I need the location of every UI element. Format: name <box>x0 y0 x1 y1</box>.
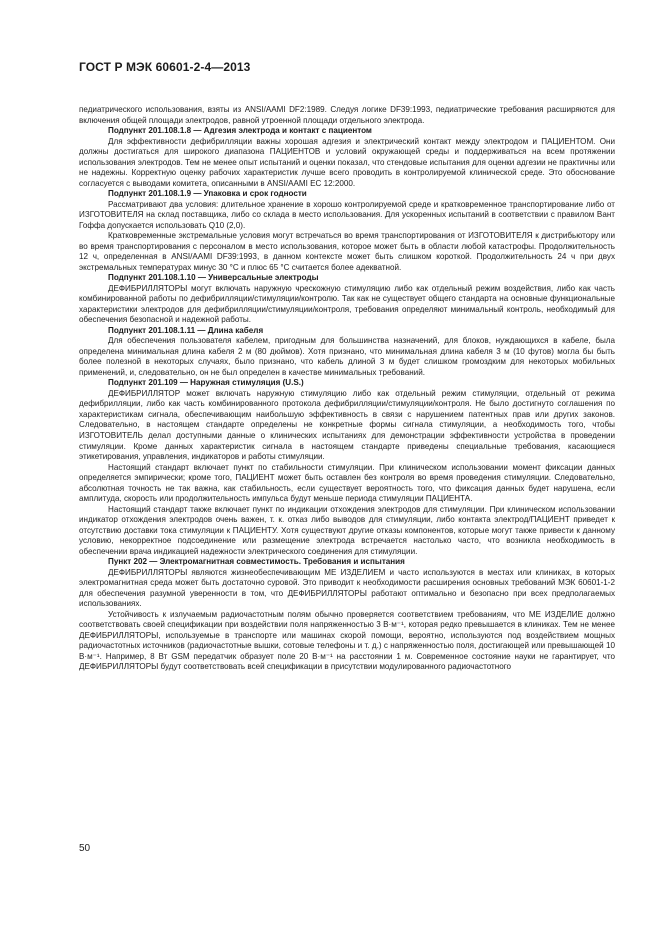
paragraph: Для эффективности дефибрилляции важны хорошая адгезия и электрический контакт между электродом и ПАЦИЕНТОМ. Они должны достигаться для широкого диапазона ПАЦИЕНТОВ и условий окружающей среды и поддерживаться на всем протяжении использования электродов. Тем не менее опыт испытаний и оценки показал, что стендовые испытания для оценки адгезии не практичны или не надежны. Корректную оценку рабочих характеристик лучше всего проводить в контролируемой клинической среде. Это обоснование согласуется с выводами комитета, описанными в ANSI/AAMI EC 12:2000. <box>79 136 615 188</box>
paragraph: ДЕФИБРИЛЛЯТОРЫ являются жизнеобеспечивающим МЕ ИЗДЕЛИЕМ и часто используются в местах или клиниках, в которых электромагнитная среда может быть достаточно суровой. Это приводит к необходимости расширения основных требований МЭК 60601-1-2 для обеспечения разумной уверенности в том, что ДЕФИБРИЛЛЯТОРЫ работают оптимально и безопасно при всех предполагаемых использованиях. <box>79 567 615 609</box>
paragraph: ДЕФИБРИЛЛЯТОР может включать наружную стимуляцию либо как отдельный режим стимуляции, отдельный от режима дефибрилляции, либо как часть комбинированного протокола дефибрилляции/стимуляции/контроля. Не было достигнуто соглашения по характеристикам сигнала, обеспечивающим наибольшую эффективность в связи с нарушением патентных прав или других законов. Следовательно, в настоящем стандарте определены не конкретные формы сигнала стимуляции, а необходимость того, чтобы ИЗГОТОВИТЕЛЬ делал доступными данные о клинических испытаниях для демонстрации эффективности устройства в проведении стимуляции. Кроме данных характеристик сигнала в настоящем стандарте приведены специальные требования, касающиеся этикетирования, управления, индикаторов и работы стимуляции. <box>79 388 615 462</box>
document-body <box>79 105 615 673</box>
paragraph: Рассматривают два условия: длительное хранение в хорошо контролируемой среде и кратковременное транспортирование либо от ИЗГОТОВИТЕЛЯ на склад поставщика, либо со склада в место использования. Для ускоренных испытаний в соответствии с правилом Вант Гоффа допускается использовать Q10 (2,0). <box>79 199 615 230</box>
paragraph: педиатрического использования, взяты из ANSI/AAMI DF2:1989. Следуя логике DF39:1993, педиатрические требования расширяются для включения общей площади электродов, равной утроенной площади отдельного электрода. <box>79 105 615 125</box>
subsection-heading: Подпункт 201.109 — Наружная стимуляция (U.S.) <box>108 378 304 388</box>
paragraph: Настоящий стандарт включает пункт по стабильности стимуляции. При клиническом использовании момент фиксации данных определяется эмпирически; кроме того, ПАЦИЕНТ может быть оставлен без контроля во время проведения стимуляции. Следовательно, абсолютная точность не так важна, как стабильность, если существует вероятность того, что фиксация данных будет нарушена, если амплитуда, скорость или продолжительность импульса будут меньше периода стимуляции ПАЦИЕНТА. <box>79 462 615 504</box>
paragraph: ДЕФИБРИЛЛЯТОРЫ могут включать наружную чрескожную стимуляцию либо как отдельный режим воздействия, либо как часть комбинированной работы по дефибрилляции/стимуляции/контролю. Так как не существует общего стандарта на основные функциональные характеристики электродов для дефибрилляции/стимуляции/контроля, требования определяют минимальный контроль, необходимый для обеспечения безопасной и надежной работы. <box>79 283 615 325</box>
paragraph: Для обеспечения пользователя кабелем, пригодным для большинства назначений, для блоков, нуждающихся в кабеле, была определена минимальная длина кабеля 2 м (80 дюймов). Хотя признано, что минимальная длина кабеля 3 м (10 футов) могла бы быть более полезной в некоторых случаях, было признано, что кабель длиной 3 м будет слишком громоздким для некоторых мобильных применений, и, следовательно, он не был определен в качестве минимальных требований. <box>79 336 615 377</box>
document-header: ГОСТ Р МЭК 60601-2-4—2013 <box>79 60 251 74</box>
subsection-heading: Подпункт 201.108.1.8 — Адгезия электрода и контакт с пациентом <box>108 126 372 136</box>
subsection-heading: Подпункт 201.108.1.9 — Упаковка и срок годности <box>108 189 307 199</box>
subsection-heading: Пункт 202 — Электромагнитная совместимость. Требования и испытания <box>108 557 405 567</box>
page-number: 50 <box>79 843 91 854</box>
subsection-heading: Подпункт 201.108.1.11 — Длина кабеля <box>108 325 264 335</box>
paragraph: Устойчивость к излучаемым радиочастотным полям обычно проверяется соответствием требованиям, что МЕ ИЗДЕЛИЕ должно соответствовать своей спецификации при воздействии поля напряженностью 3 В·м⁻¹, которая редко превышается в клиниках. Тем не менее ДЕФИБРИЛЛЯТОРЫ, используемые в транспорте или машинах скорой помощи, вероятно, используются под воздействием мощных радиочастотных источников (радиочастотные вышки, сотовые телефоны и т. д.) с напряженностью поля, достигающей или превышающей 10 В·м⁻¹. Например, 8 Вт GSM передатчик образует поле 20 В·м⁻¹ на расстоянии 1 м. Современное состояние науки не гарантирует, что ДЕФИБРИЛЛЯТОРЫ будут соответствовать всей спецификации в присутствии модулированного радиочастотного <box>79 609 615 672</box>
paragraph: Настоящий стандарт также включает пункт по индикации отхождения электродов для стимуляции. При клиническом использовании индикатор отхождения электродов очень важен, т. к. отказ либо выводов для стимуляции, либо контакта электрод/ПАЦИЕНТ приведет к отсутствию доставки тока стимуляции к ПАЦИЕНТУ. Хотя существуют другие отказы компонентов, которые могут также привести к данному условию, некорректное подсоединение или размещение электрода встречается настолько часто, что возникла необходимость в обеспечении врача индикацией надежности электрического соединения для стимуляции. <box>79 504 615 556</box>
subsection-heading: Подпункт 201.108.1.10 — Универсальные электроды <box>108 273 319 283</box>
paragraph: Кратковременные экстремальные условия могут встречаться во время транспортирования от ИЗГОТОВИТЕЛЯ к дистрибьютору или во время транспортирования с персоналом в место использования, которое может быть в области любой катастрофы. Продолжительность 12 ч, определенная в ANSI/AAMI DF39:1993, в данном контексте может быть слишком короткой. Продолжительность 24 ч при двух экстремальных температурах минус 30 °C и плюс 65 °C считается более адекватной. <box>79 231 615 272</box>
